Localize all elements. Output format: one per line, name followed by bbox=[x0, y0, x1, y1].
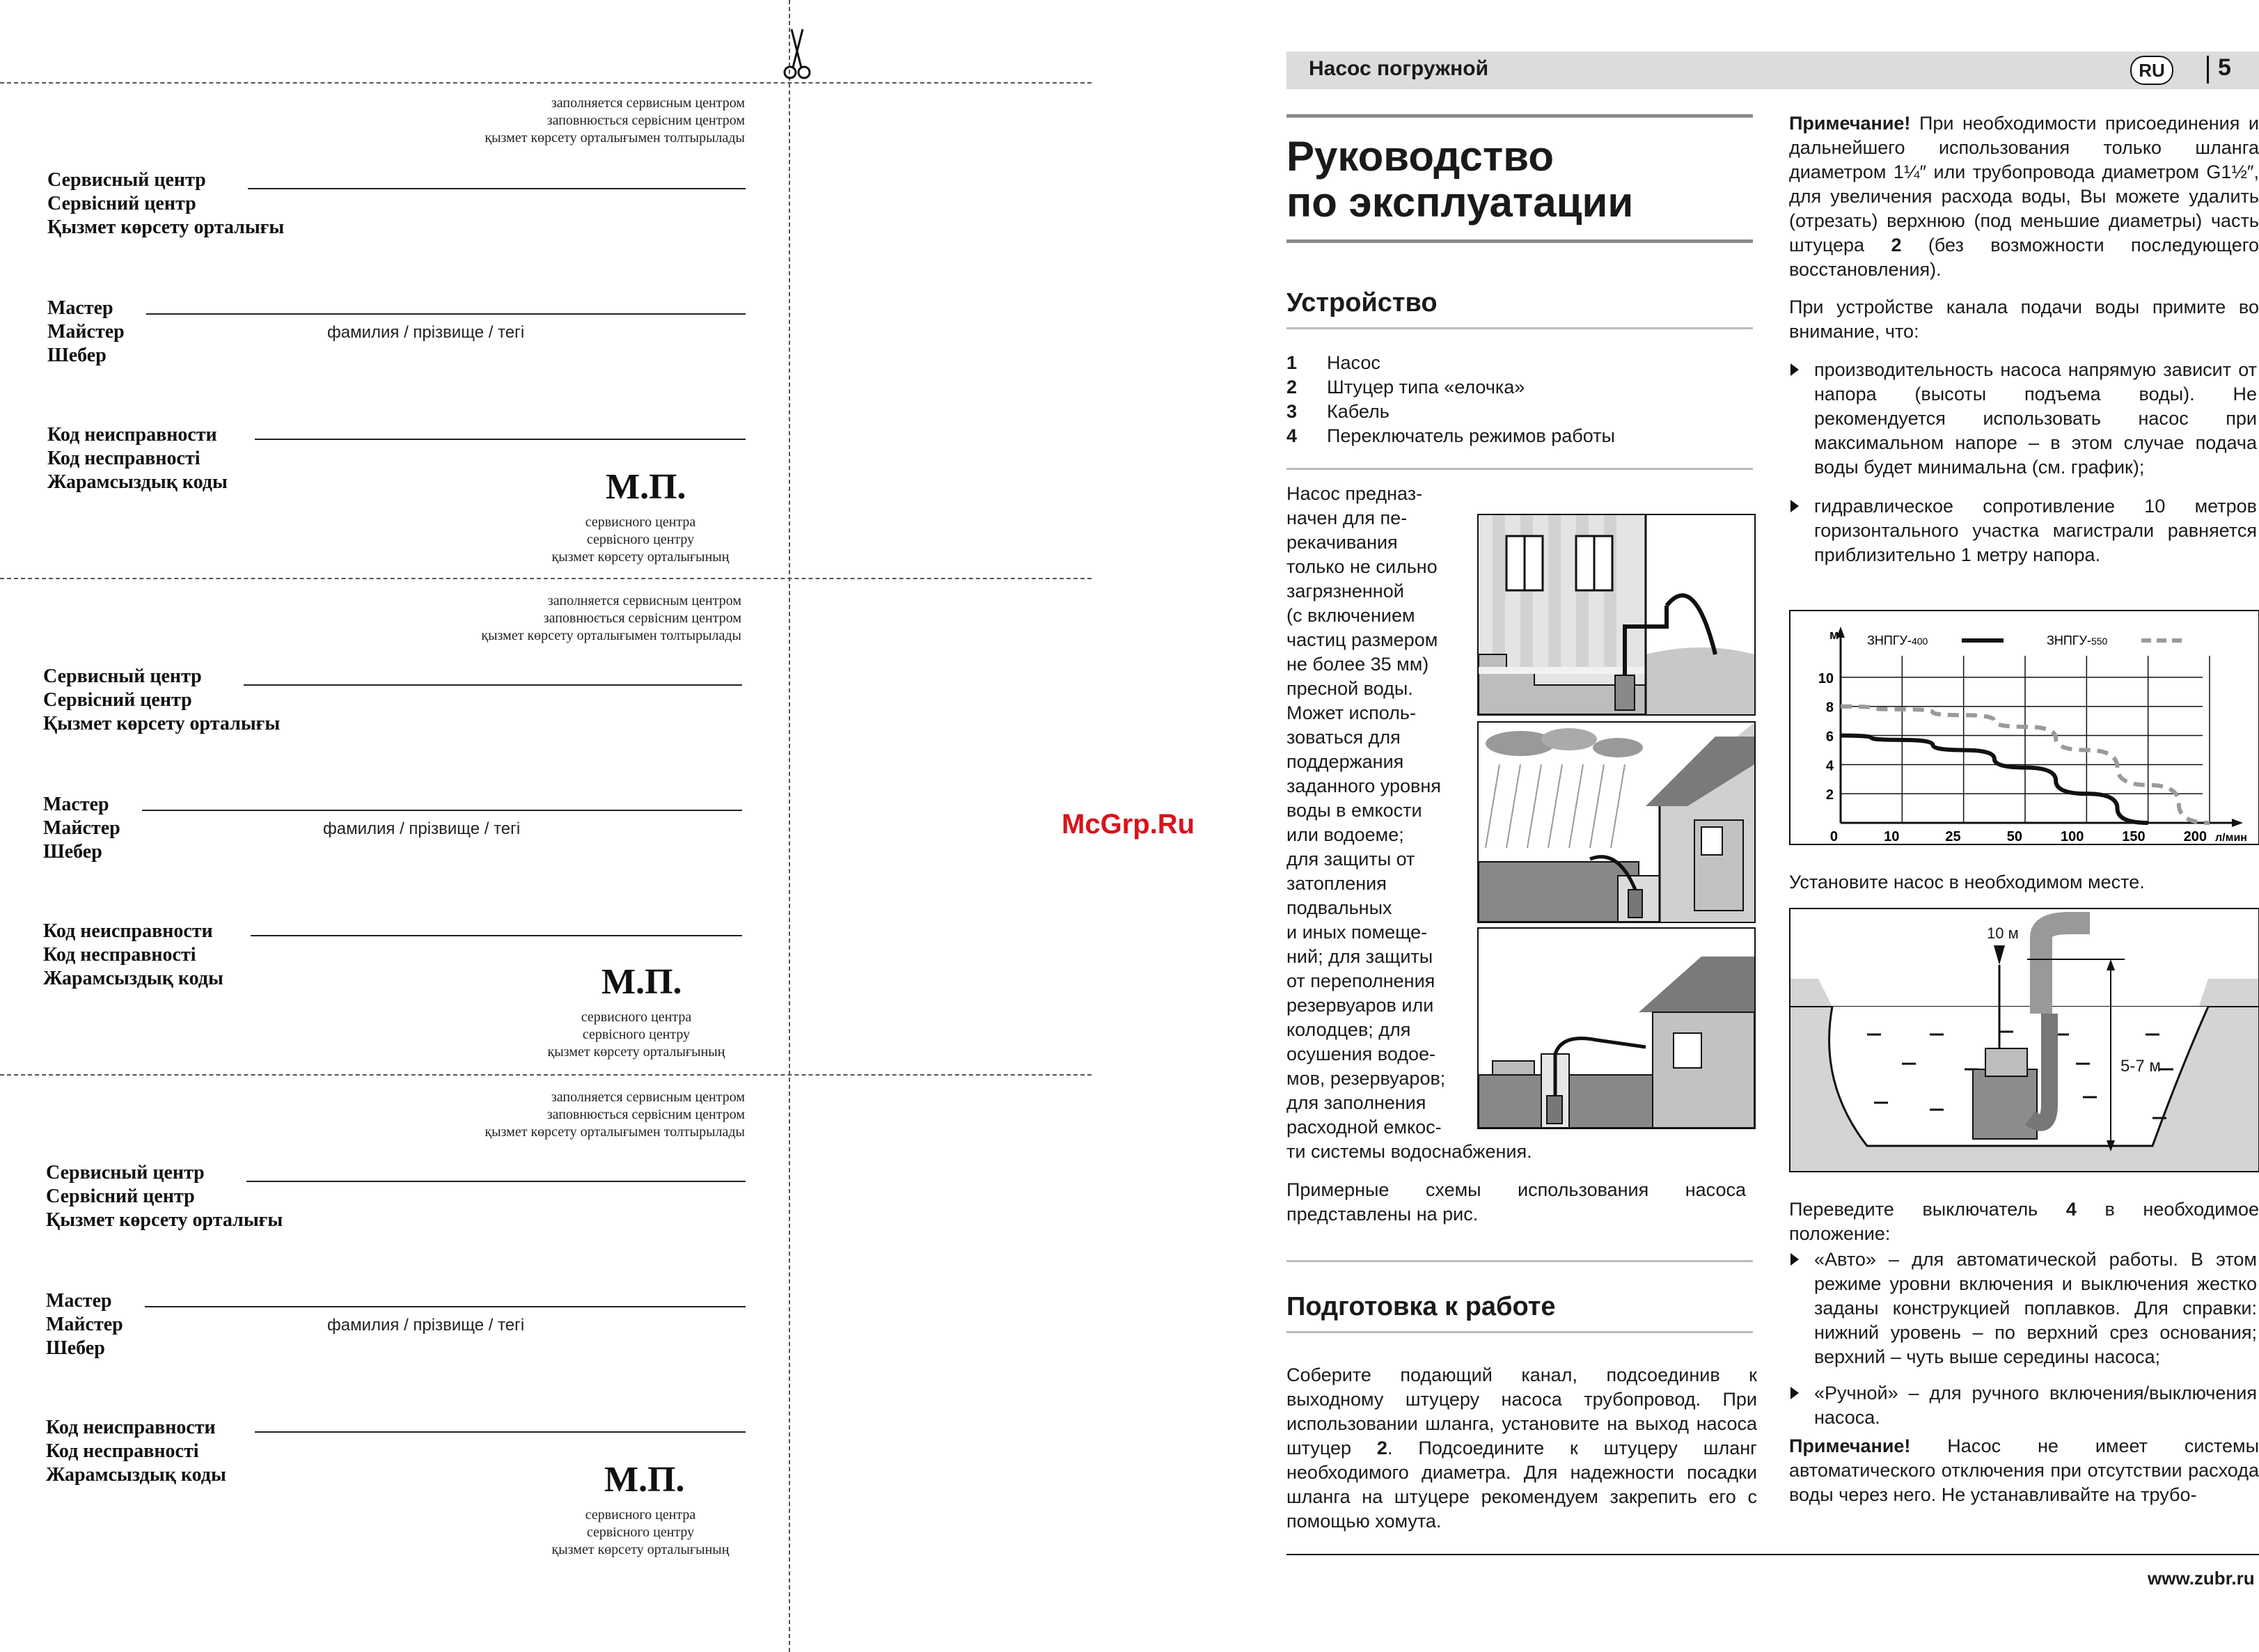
intended-line: мов, резервуаров; bbox=[1286, 1068, 1446, 1089]
intended-line: (с включением bbox=[1286, 605, 1415, 626]
page-title: Руководство по эксплуатации bbox=[1286, 133, 1634, 226]
list-item: 2 Штуцер типа «елочка» bbox=[1286, 377, 1525, 398]
intended-line: не более 35 мм) bbox=[1286, 654, 1429, 675]
channel-intro: При устройстве канала подачи воды примите во внимание, что: bbox=[1789, 297, 2259, 342]
intended-line: загрязненной bbox=[1286, 581, 1404, 601]
bullet-item: гидравлическое сопротивление 10 метров горизонтального участка магистрали равняется приблизительно 1 метру напора. bbox=[1814, 496, 2257, 565]
x-tick-label: 150 bbox=[2122, 829, 2146, 844]
prep-heading: Подготовка к работе bbox=[1286, 1292, 1556, 1321]
master-label: Мастер Майстер Шебер bbox=[43, 794, 120, 863]
service-center-label: Сервисный центр Сервісний центр Қызмет көрсету орталығы bbox=[47, 169, 285, 238]
coupon-3 bbox=[0, 1083, 766, 1578]
name-hint: фамилия / прізвище / тегі bbox=[323, 819, 521, 838]
usage-illustration-well bbox=[1477, 927, 1756, 1129]
intended-line: частиц размером bbox=[1286, 629, 1438, 650]
stamp-sub: сервисного центра сервісного центру қызмет көрсету орталығының bbox=[551, 1507, 730, 1557]
bullet-icon bbox=[1790, 1387, 1799, 1399]
series-line-1 bbox=[1841, 736, 2148, 823]
intended-line: затопления bbox=[1286, 873, 1387, 894]
master-label: Мастер Майстер Шебер bbox=[46, 1290, 123, 1359]
prep-text: Соберите подающий канал, подсоединив к выходному штуцеру насоса трубопровод. При использовании шланга, установите на выход насоса штуцер 2. Подсоедините к штуцеру шланг необходимого диаметра. Для надежности посадки шланга на штуцере рекомендуем закрепить его с помощью хомута. bbox=[1286, 1364, 1757, 1532]
depth-label: 10 м bbox=[1987, 925, 2019, 942]
mode-item: «Авто» – для автоматической работы. В этом режиме уровни включения и выключения жестко заданы конструкцией поплавков. Для справки: нижний уровень – по верхний срез основания; верхний – чуть выше середины насоса; bbox=[1814, 1249, 2257, 1367]
prep-top-rule bbox=[1286, 1260, 1753, 1262]
parts-list bbox=[1286, 351, 1732, 448]
usage-illustration-basement bbox=[1477, 514, 1756, 716]
language-badge: RU bbox=[2130, 56, 2173, 85]
x-axis-label: л/мин bbox=[2215, 832, 2247, 844]
coupon-1 bbox=[0, 91, 766, 585]
intended-line: подвальных bbox=[1286, 897, 1392, 918]
bullet-item: производительность насоса напрямую зависит от напора (высоты подъема воды). Не рекомендуется использовать насос при максимальном напоре – в этом случае подача воды будет минимальна (см. график); bbox=[1814, 359, 2257, 478]
intended-line: осушения водое- bbox=[1286, 1044, 1436, 1064]
footer-url[interactable]: www.zubr.ru bbox=[2148, 1568, 2255, 1589]
intended-line: расходной емкос- bbox=[1286, 1117, 1442, 1138]
name-hint: фамилия / прізвище / тегі bbox=[327, 1316, 525, 1335]
y-axis-label: м bbox=[1829, 628, 1839, 642]
master-line[interactable] bbox=[145, 1306, 746, 1307]
intended-line: резервуаров или bbox=[1286, 995, 1434, 1016]
x-tick-label: 50 bbox=[2006, 829, 2022, 844]
x-axis-arrow bbox=[2232, 819, 2243, 827]
intended-line: пресной воды. bbox=[1286, 678, 1413, 699]
service-center-label: Сервисный центр Сервісний центр Қызмет көрсету орталығы bbox=[43, 666, 281, 734]
install-text: Установите насос в необходимом месте. bbox=[1789, 872, 2145, 892]
y-tick-label: 8 bbox=[1825, 700, 1834, 716]
stamp-label: М.П. bbox=[601, 962, 682, 1002]
y-tick-label: 2 bbox=[1825, 787, 1834, 803]
bullet-icon bbox=[1790, 363, 1799, 376]
cut-line-1 bbox=[0, 82, 1092, 84]
title-bottom-rule bbox=[1286, 239, 1753, 243]
mode-item: «Ручной» – для ручного включения/выключения насоса. bbox=[1814, 1383, 2257, 1428]
master-line[interactable] bbox=[146, 313, 746, 315]
intended-line: или водоеме; bbox=[1286, 824, 1404, 845]
x-tick-label: 200 bbox=[2183, 829, 2207, 844]
fill-note: заполняется сервисным центром заповнюється сервісним центром қызмет көрсету орталығымен толтырылады bbox=[485, 1089, 745, 1140]
performance-chart bbox=[1789, 610, 2259, 845]
service-center-line[interactable] bbox=[246, 1181, 746, 1182]
intended-line: от переполнения bbox=[1286, 970, 1435, 991]
master-label: Мастер Майстер Шебер bbox=[47, 297, 125, 366]
list-item: 4 Переключатель режимов работы bbox=[1286, 425, 1615, 446]
intended-line: для защиты от bbox=[1286, 849, 1415, 870]
intended-rule bbox=[1286, 468, 1753, 470]
intended-line: зоваться для bbox=[1286, 727, 1401, 748]
chart-svg bbox=[1790, 611, 2258, 844]
stamp-sub: сервисного центра сервісного центру қызмет көрсету орталығының bbox=[547, 1009, 725, 1060]
intended-line: Насос предназ- bbox=[1286, 483, 1423, 504]
defect-code-label: Код неисправности Код несправності Жарамсыздық коды bbox=[47, 424, 228, 493]
y-tick-label: 6 bbox=[1825, 729, 1834, 745]
x-tick-label: 25 bbox=[1945, 829, 1961, 844]
bullet-icon bbox=[1790, 1253, 1799, 1266]
legend-label-1: ЗНПГУ-400 bbox=[1867, 634, 1928, 647]
defect-code-label: Код неисправности Код несправності Жарамсыздық коды bbox=[46, 1417, 226, 1486]
note-1: Примечание! При необходимости присоединения и дальнейшего использования только шланга диаметром 1¼″ или трубопровода диаметром G1½″, для увеличения расхода воды, Вы можете удалить (отрезать) верхнюю (под меньшие диаметры) часть штуцера 2 (без возможности последующего восстановления). bbox=[1789, 113, 2259, 280]
defect-code-line[interactable] bbox=[251, 935, 742, 936]
x-tick-label: 0 bbox=[1829, 829, 1838, 844]
install-illustration bbox=[1789, 908, 2259, 1172]
list-item: 3 Кабель bbox=[1286, 401, 1390, 422]
stamp-label: М.П. bbox=[606, 467, 686, 507]
device-rule bbox=[1286, 327, 1753, 329]
intended-line: ний; для защиты bbox=[1286, 946, 1433, 967]
service-center-line[interactable] bbox=[244, 684, 742, 686]
stamp-sub: сервисного центра сервісного центру қызмет көрсету орталығының bbox=[551, 514, 730, 565]
intended-line: и иных помеще- bbox=[1286, 922, 1428, 943]
page-number: 5 bbox=[2218, 54, 2231, 81]
watermark: McGrp.Ru bbox=[1062, 809, 1195, 840]
intended-line: для заполнения bbox=[1286, 1092, 1426, 1113]
usage-illustration-flood-scene bbox=[1477, 721, 1756, 923]
header-title: Насос погружной bbox=[1309, 57, 1489, 80]
switch-text: Переведите выключатель 4 в необходимое положение: bbox=[1789, 1199, 2259, 1244]
coupon-2 bbox=[0, 587, 766, 1081]
footer-rule bbox=[1286, 1554, 2259, 1555]
defect-code-label: Код неисправности Код несправності Жарамсыздық коды bbox=[43, 920, 223, 989]
defect-code-line[interactable] bbox=[255, 1431, 746, 1433]
prep-rule bbox=[1286, 1331, 1753, 1333]
intended-line: воды в емкости bbox=[1286, 800, 1422, 821]
y-tick-label: 4 bbox=[1825, 758, 1834, 774]
intended-line: ти системы водоснабжения. bbox=[1286, 1141, 1532, 1162]
x-tick-label: 10 bbox=[1884, 829, 1900, 844]
intended-line: колодцев; для bbox=[1286, 1019, 1411, 1040]
fill-note: заполняется сервисным центром заповнюється сервісним центром қызмет көрсету орталығымен толтырылады bbox=[485, 95, 745, 145]
note-2: Примечание! Насос не имеет системы автоматического отключения при отсутствии расхода воды через него. Не устанавливайте на трубо- bbox=[1789, 1435, 2259, 1505]
x-tick-label: 100 bbox=[2060, 829, 2084, 844]
intended-line: Может исполь- bbox=[1286, 702, 1416, 723]
intended-line: рекачивания bbox=[1286, 532, 1398, 553]
schemes-note: Примерные схемы использования насоса представлены на рис. bbox=[1286, 1179, 1746, 1225]
fill-note: заполняется сервисным центром заповнюється сервісним центром қызмет көрсету орталығымен толтырылады bbox=[481, 593, 741, 643]
intended-line: заданного уровня bbox=[1286, 776, 1441, 796]
list-item: 1 Насос bbox=[1286, 352, 1380, 373]
y-tick-label: 10 bbox=[1818, 670, 1834, 686]
legend-label-2: ЗНПГУ-550 bbox=[2047, 634, 2108, 647]
intended-line: только не сильно bbox=[1286, 556, 1438, 577]
device-heading: Устройство bbox=[1286, 288, 1438, 317]
service-center-line[interactable] bbox=[248, 188, 746, 189]
cut-line-vertical bbox=[789, 0, 790, 1652]
intended-line: поддержания bbox=[1286, 751, 1404, 772]
scissors-icon bbox=[783, 26, 811, 86]
name-hint: фамилия / прізвище / тегі bbox=[327, 323, 525, 342]
header-separator bbox=[2207, 56, 2209, 84]
intended-line: начен для пе- bbox=[1286, 508, 1408, 528]
bullet-icon bbox=[1790, 500, 1799, 512]
title-top-rule bbox=[1286, 114, 1753, 118]
height-label: 5-7 м bbox=[2120, 1057, 2161, 1076]
defect-code-line[interactable] bbox=[255, 439, 746, 440]
master-line[interactable] bbox=[142, 810, 742, 811]
stamp-label: М.П. bbox=[604, 1460, 685, 1500]
service-center-label: Сервисный центр Сервісний центр Қызмет көрсету орталығы bbox=[46, 1162, 283, 1231]
